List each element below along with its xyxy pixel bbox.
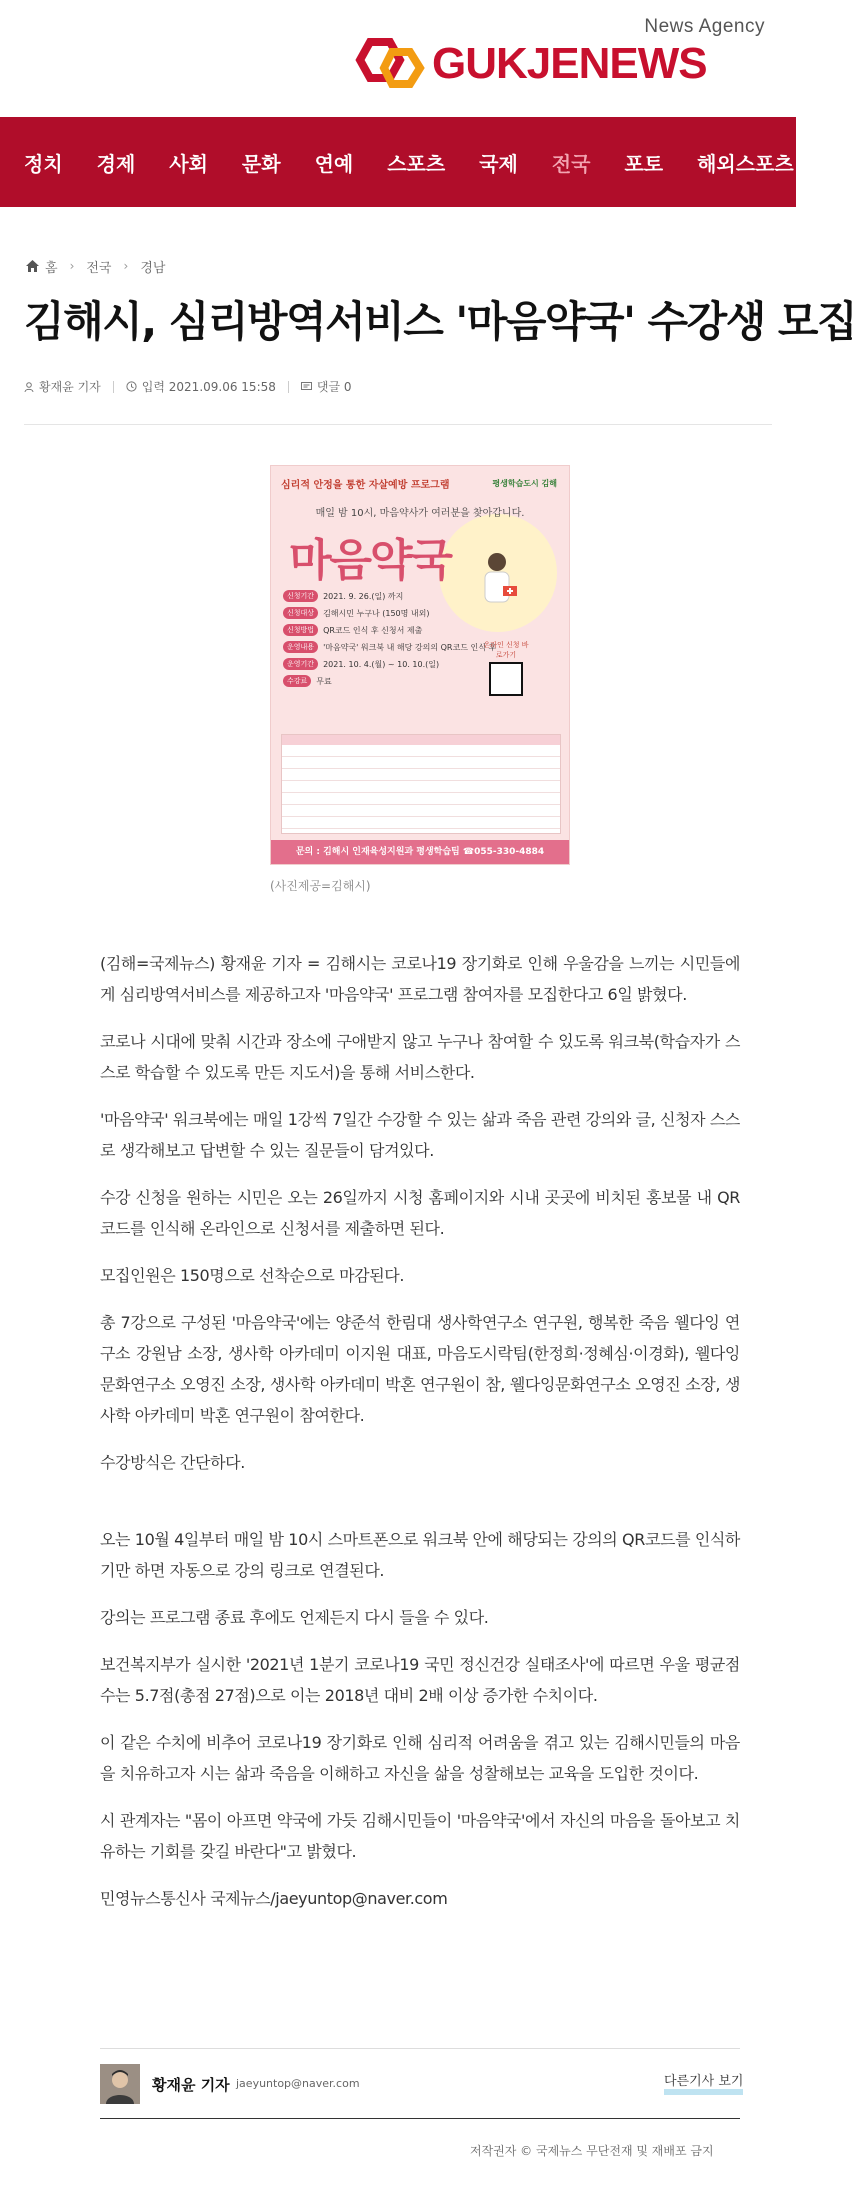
chevron-right-icon: › [123, 259, 129, 273]
poster-info-text: 김해시민 누구나 (150명 내외) [323, 608, 430, 618]
nav-item-9[interactable]: 해외스포츠 [697, 151, 794, 176]
meta-date-text: 입력 2021.09.06 15:58 [141, 380, 276, 394]
article-paragraph: 수강 신청을 원하는 시민은 오는 26일까지 시청 홈페이지와 시내 곳곳에 비치된 홍보물 내 QR코드를 인식해 온라인으로 신청서를 제출하면 된다. [100, 1188, 740, 1238]
poster-info-text: 2021. 9. 26.(일) 까지 [323, 591, 404, 601]
meta-comments-count: 댓글 0 [316, 380, 352, 394]
meta-comments[interactable] [301, 378, 352, 395]
author-photo [100, 2064, 140, 2104]
poster-info-row [283, 590, 483, 602]
avatar [100, 2064, 140, 2104]
breadcrumb-home[interactable]: 홈 [45, 260, 58, 276]
article-paragraph: (김해=국제뉴스) 황재윤 기자 = 김해시는 코로나19 장기화로 인해 우울감을 느끼는 시민들에게 심리방역서비스를 제공하고자 '마음약국' 프로그램 참여자를 모집한다고 6일 밝혔다. [100, 954, 740, 1004]
article-paragraph: 강의는 프로그램 종료 후에도 언제든지 다시 들을 수 있다. [100, 1608, 489, 1627]
poster-info-row [283, 658, 483, 670]
logo-mark-icon [348, 38, 428, 94]
poster-footer: 문의 : 김해시 인재육성지원과 평생학습팀 ☎055-330-4884 [271, 840, 569, 864]
nav-item-6[interactable]: 국제 [479, 151, 518, 176]
logo-agency-label: News Agency [644, 16, 765, 37]
poster-schedule-table [281, 734, 561, 834]
poster-info-tag: 신청대상 [283, 607, 318, 619]
poster-title: 마음약국 [289, 535, 452, 586]
poster-info-text: QR코드 인식 후 신청서 제출 [323, 625, 423, 635]
copyright-notice: 저작권자 © 국제뉴스 무단전재 및 재배포 금지 [470, 2144, 714, 2158]
breadcrumb-level2[interactable]: 경남 [140, 260, 166, 276]
poster-badge: 평생학습도시 김해 [492, 479, 557, 488]
article-body [100, 948, 740, 1930]
breadcrumb [26, 256, 165, 276]
article-meta [24, 378, 352, 395]
article-paragraph: 모집인원은 150명으로 선착순으로 마감된다. [100, 1266, 405, 1285]
poster-info-tag: 신청기간 [283, 590, 318, 602]
more-articles-link[interactable]: 다른기사 보기 [664, 2075, 743, 2095]
nav-item-0[interactable]: 정치 [24, 151, 63, 176]
article-image[interactable] [270, 465, 570, 865]
article-paragraph: 총 7강으로 구성된 '마음약국'에는 양준석 한림대 생사학연구소 연구원, 행복한 죽음 웰다잉 연구소 강원남 소장, 생사학 아카데미 이지원 대표, 마음도시락팀(한정희·정혜심·이경화), 웰다잉문화연구소 오영진 소장, 생사학 아카데미 박혼 연구원이 참, 웰다잉문화연구소 오영진 소장, 생사학 아카데미 박혼 연구원이 참여한다. [100, 1313, 740, 1425]
poster-subtitle: 매일 밤 10시, 마음약사가 여러분을 찾아갑니다. [315, 508, 525, 519]
qr-code-icon [489, 662, 523, 696]
article-paragraph: 보건복지부가 실시한 '2021년 1분기 코로나19 국민 정신건강 실태조사'에 따르면 우울 평균점수는 5.7점(총점 27점)으로 이는 2018년 대비 2배 이상 증가한 수치이다. [100, 1655, 740, 1705]
comment-icon [301, 382, 312, 392]
breadcrumb-level1[interactable]: 전국 [86, 260, 112, 276]
nav-item-4[interactable]: 연예 [314, 151, 354, 176]
poster-info-row [283, 607, 483, 619]
chevron-right-icon: › [69, 259, 75, 273]
poster-info-row [283, 675, 483, 687]
poster-info-text: 2021. 10. 4.(월) ~ 10. 10.(일) [323, 659, 440, 669]
meta-divider [288, 381, 289, 393]
divider [100, 2048, 740, 2049]
article-paragraph: 코로나 시대에 맞춰 시간과 장소에 구애받지 않고 누구나 참여할 수 있도록 워크북(학습자가 스스로 학습할 수 있도록 만든 지도서)을 통해 서비스한다. [100, 1032, 740, 1082]
poster-info-rows [283, 590, 497, 692]
article-paragraph: 시 관계자는 "몸이 아프면 약국에 가듯 김해시민들이 '마음약국'에서 자신의 마음을 돌아보고 치유하는 기회를 갖길 바란다"고 밝혔다. [100, 1811, 740, 1861]
user-icon [24, 382, 34, 392]
nav-item-7[interactable]: 전국 [551, 151, 591, 176]
nav-item-8[interactable]: 포토 [624, 151, 664, 176]
nav-item-1[interactable]: 경제 [96, 151, 136, 176]
nav-item-5[interactable]: 스포츠 [387, 151, 446, 176]
poster-info-tag: 신청방법 [283, 624, 318, 636]
divider [24, 424, 772, 425]
main-nav [0, 117, 848, 207]
poster-info-text: '마음약국' 워크북 내 해당 강의의 QR코드 인식 후 [323, 642, 497, 652]
poster-info-tag: 수강료 [283, 675, 311, 687]
article-paragraph: '마음약국' 워크북에는 매일 1강씩 7일간 수강할 수 있는 삶과 죽음 관련 강의와 글, 신청자 스스로 생각해보고 답변할 수 있는 질문들이 담겨있다. [100, 1110, 740, 1160]
divider [100, 2118, 740, 2119]
meta-author-name: 황재윤 기자 [39, 380, 101, 394]
article-paragraph: 오는 10월 4일부터 매일 밤 10시 스마트폰으로 워크북 안에 해당되는 강의의 QR코드를 인식하기만 하면 자동으로 강의 링크로 연결된다. [100, 1530, 740, 1580]
nav-item-2[interactable]: 사회 [169, 151, 208, 176]
article-paragraph: 수강방식은 간단하다. [100, 1453, 245, 1472]
nav-item-10[interactable]: 해 [827, 151, 848, 176]
author-name: 황재윤 기자 [152, 2076, 230, 2094]
home-icon [26, 260, 39, 272]
poster-info-row [283, 641, 497, 653]
article-paragraph: 이 같은 수치에 비추어 코로나19 장기화로 인해 심리적 어려움을 겪고 있는 김해시민들의 마음을 치유하고자 시는 삶과 죽음을 이해하고 자신을 삶을 성찰해보는 교육을 도입한 것이다. [100, 1733, 740, 1783]
meta-divider [113, 381, 114, 393]
author-email[interactable]: jaeyuntop@naver.com [236, 2077, 360, 2090]
poster-info-tag: 운영기간 [283, 658, 318, 670]
poster-qr-label: 온라인 신청 바로가기 [483, 641, 529, 659]
poster-info-text: 무료 [316, 676, 332, 686]
image-caption: (사진제공=김해시) [270, 879, 371, 893]
logo-wordmark: GUKJENEWS [432, 39, 707, 88]
meta-date [126, 378, 276, 395]
site-header [0, 0, 796, 117]
poster-info-row [283, 624, 483, 636]
poster-info-tag: 운영내용 [283, 641, 318, 653]
site-logo[interactable] [346, 14, 781, 94]
nav-item-3[interactable]: 문화 [241, 151, 281, 176]
article-figure [270, 465, 570, 894]
page-title: 김해시, 심리방역서비스 '마음약국' 수강생 모집 [24, 297, 856, 346]
meta-author [24, 378, 101, 395]
article-paragraph: 민영뉴스통신사 국제뉴스/jaeyuntop@naver.com [100, 1889, 448, 1908]
clock-icon [126, 381, 137, 392]
poster-top-text: 심리적 안정을 통한 자살예방 프로그램 [281, 480, 450, 491]
